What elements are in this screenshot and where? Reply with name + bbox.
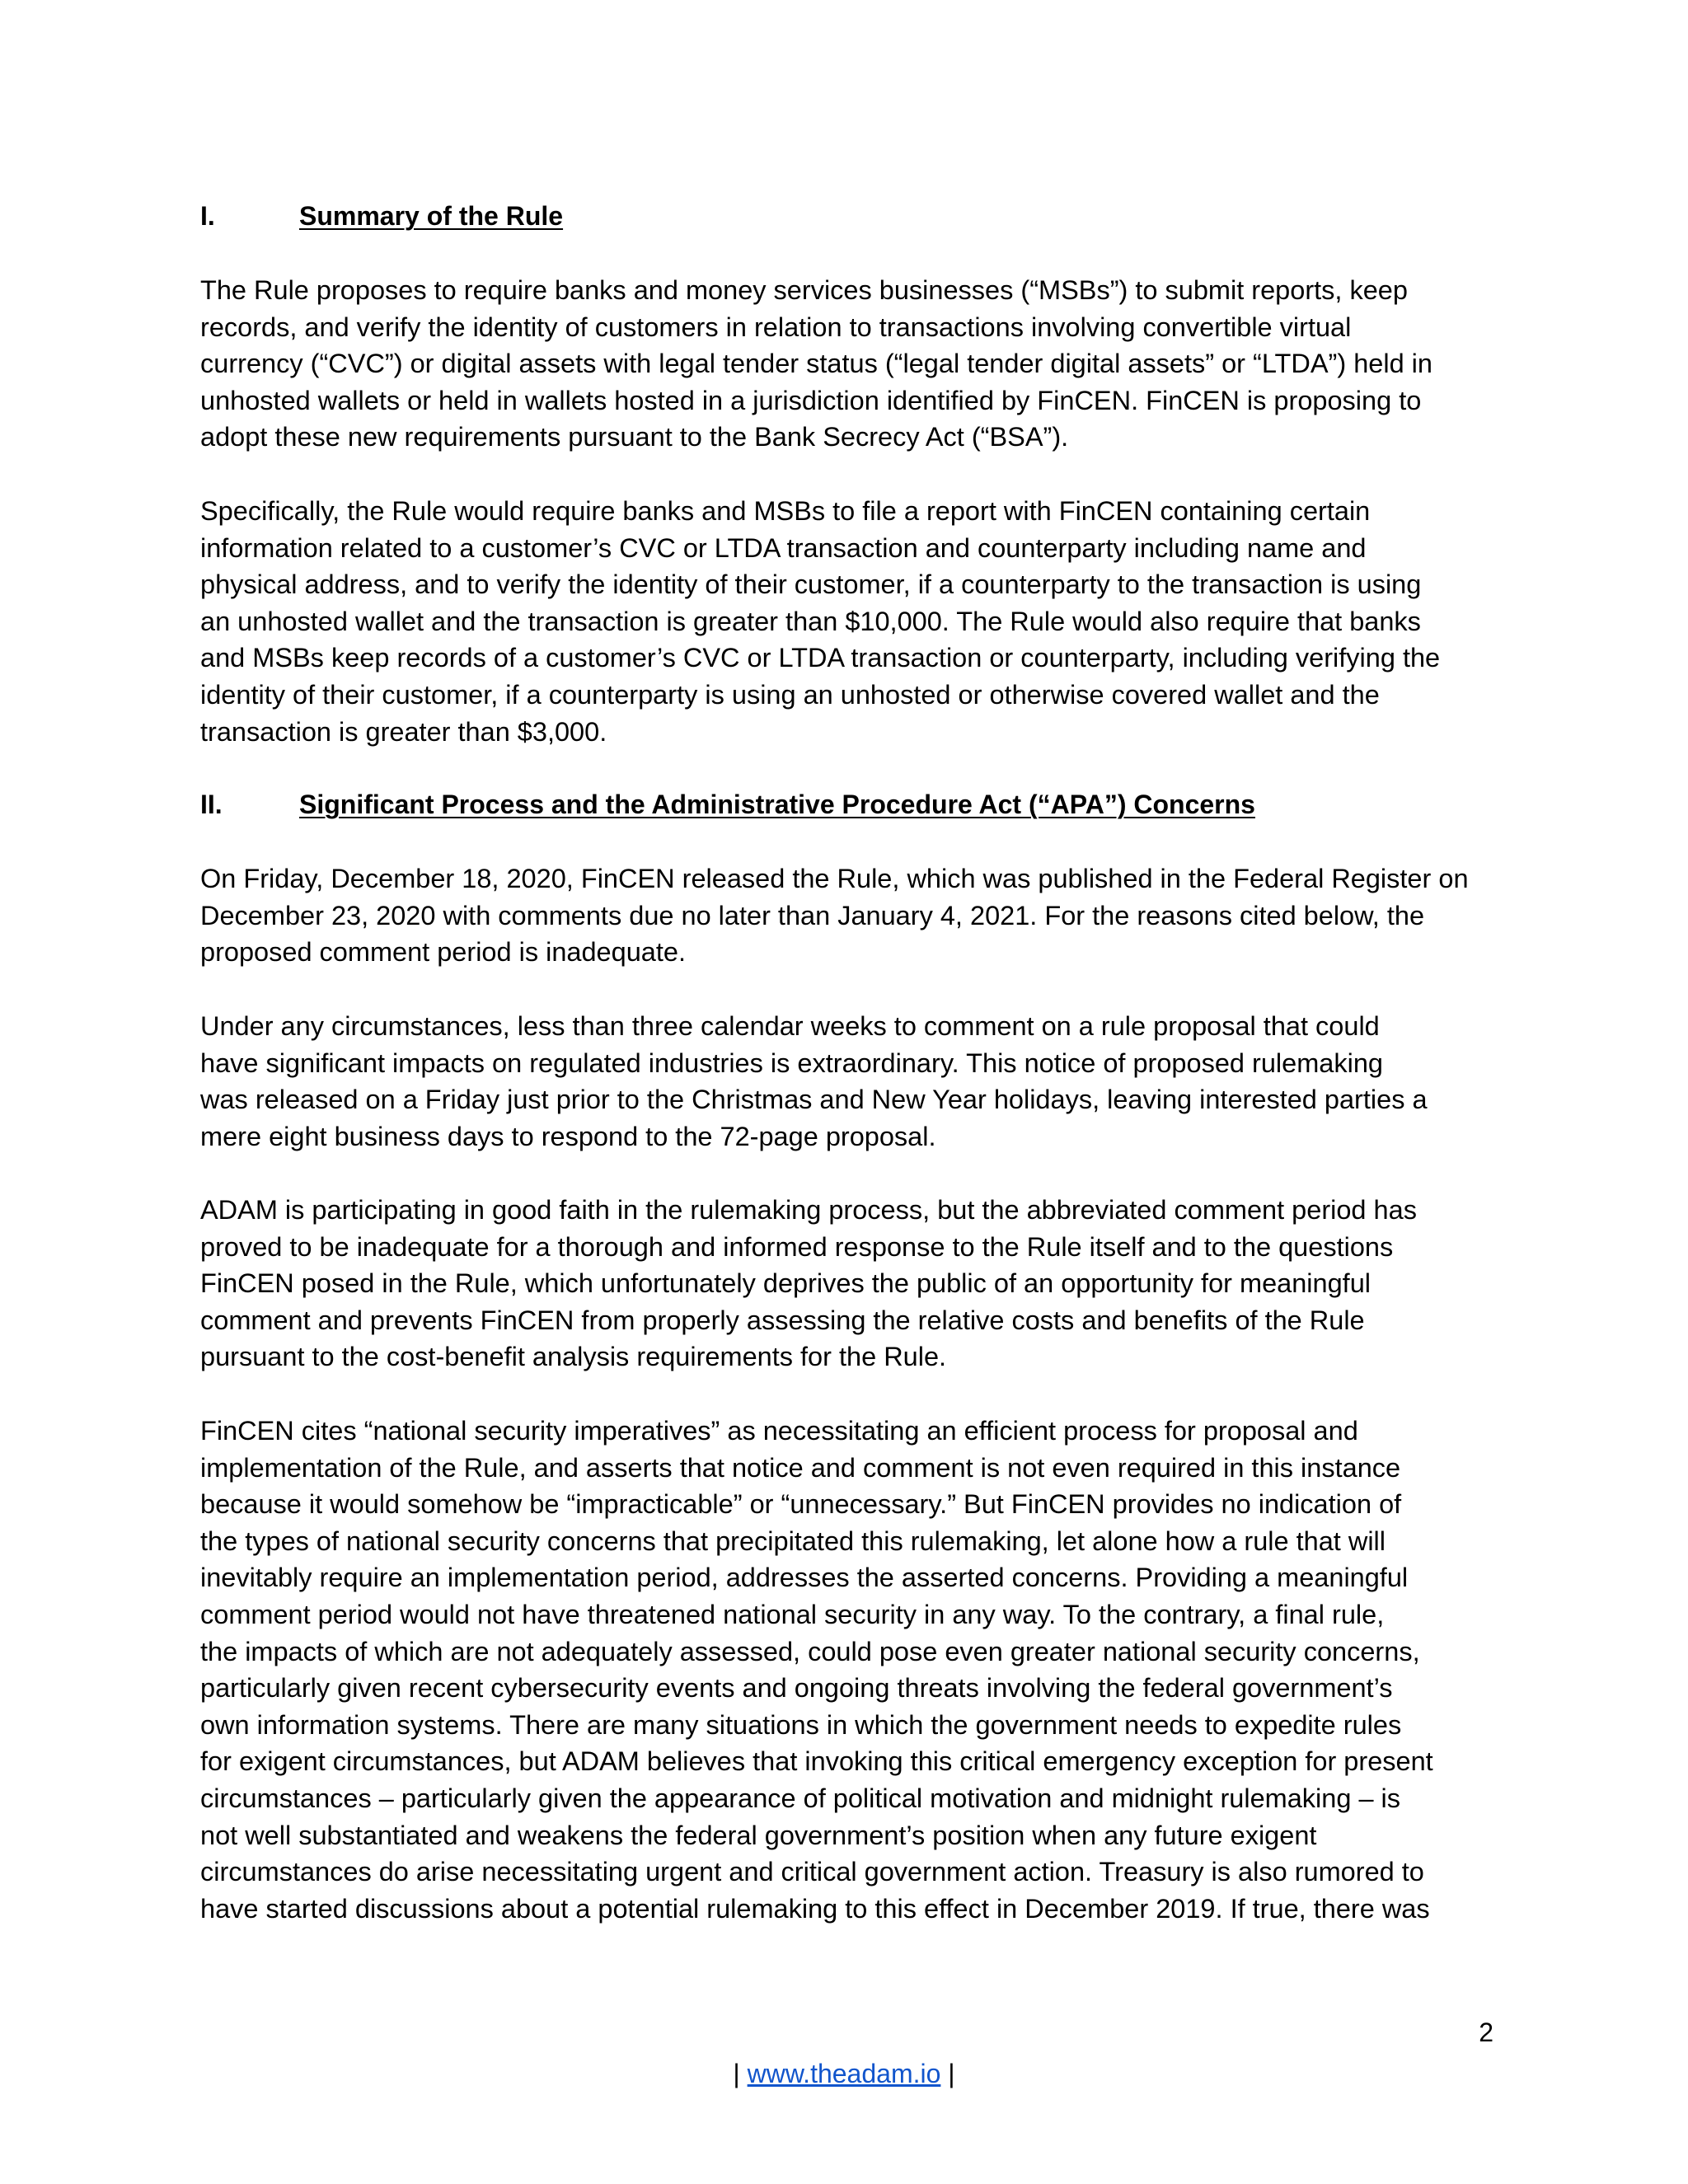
footer-separator-right: | <box>948 2059 955 2088</box>
text-line: circumstances – particularly given the appearance of political motivation and midnight rulemaking – is <box>200 1783 1401 1813</box>
footer-separator-left: | <box>733 2059 740 2088</box>
text-line: information related to a customer’s CVC or LTDA transaction and counterparty including name and <box>200 532 1367 563</box>
section-number: I. <box>200 201 215 231</box>
paragraph <box>200 493 1503 750</box>
text-line: Specifically, the Rule would require banks and MSBs to file a report with FinCEN containing certain <box>200 496 1371 526</box>
text-line: ADAM is participating in good faith in the rulemaking process, but the abbreviated comment period has <box>200 1195 1417 1225</box>
paragraph <box>200 1192 1503 1376</box>
text-line: FinCEN posed in the Rule, which unfortunately deprives the public of an opportunity for meaningful <box>200 1268 1371 1299</box>
footer <box>0 2055 1688 2092</box>
text-line: inevitably require an implementation period, addresses the asserted concerns. Providing a meaningful <box>200 1563 1409 1593</box>
text-line: and MSBs keep records of a customer’s CVC or LTDA transaction or counterparty, including verifying the <box>200 643 1441 673</box>
text-line: have significant impacts on regulated industries is extraordinary. This notice of proposed rulemaking <box>200 1047 1383 1078</box>
section-number: II. <box>200 790 223 819</box>
text-line: transaction is greater than $3,000. <box>200 716 607 747</box>
text-line: not well substantiated and weakens the federal government’s position when any future exigent <box>200 1820 1317 1850</box>
section-title: Summary of the Rule <box>299 201 564 231</box>
text-line: identity of their customer, if a counterparty is using an unhosted or otherwise covered wallet and the <box>200 679 1380 710</box>
text-line: On Friday, December 18, 2020, FinCEN released the Rule, which was published in the Federal Register on <box>200 864 1469 893</box>
paragraph <box>200 1413 1503 1927</box>
paragraph <box>200 272 1503 456</box>
text-line: circumstances do arise necessitating urgent and critical government action. Treasury is also rumored to <box>200 1857 1424 1887</box>
text-line: physical address, and to verify the identity of their customer, if a counterparty to the transaction is using <box>200 569 1422 600</box>
text-line: The Rule proposes to require banks and money services businesses (“MSBs”) to submit reports, keep <box>200 275 1408 305</box>
text-line: for exigent circumstances, but ADAM believes that invoking this critical emergency exception for present <box>200 1746 1433 1777</box>
text-line: have started discussions about a potential rulemaking to this effect in December 2019. If true, there was <box>200 1893 1430 1924</box>
text-line: an unhosted wallet and the transaction is greater than $10,000. The Rule would also require that banks <box>200 606 1421 636</box>
text-line: December 23, 2020 with comments due no later than January 4, 2021. For the reasons cited below, the <box>200 900 1425 930</box>
text-line: the impacts of which are not adequately assessed, could pose even greater national security concerns, <box>200 1636 1420 1666</box>
section-heading-apa-concerns <box>200 786 1255 823</box>
text-line: records, and verify the identity of customers in relation to transactions involving convertible virtual <box>200 312 1352 342</box>
text-line: proved to be inadequate for a thorough and informed response to the Rule itself and to the questions <box>200 1231 1394 1262</box>
paragraph <box>200 1008 1503 1155</box>
text-line: currency (“CVC”) or digital assets with legal tender status (“legal tender digital assets” or “LTDA”) held in <box>200 349 1432 379</box>
paragraph <box>200 860 1503 971</box>
text-line: proposed comment period is inadequate. <box>200 937 686 968</box>
text-line: own information systems. There are many situations in which the government needs to expedite rules <box>200 1709 1402 1740</box>
text-line: was released on a Friday just prior to the Christmas and New Year holidays, leaving interested parties a <box>200 1085 1428 1115</box>
text-line: comment and prevents FinCEN from properly assessing the relative costs and benefits of the Rule <box>200 1305 1365 1335</box>
section-title: Significant Process and the Administrative Procedure Act (“APA”) Concerns <box>299 790 1255 819</box>
text-line: the types of national security concerns that precipitated this rulemaking, let alone how a rule that will <box>200 1526 1386 1556</box>
text-line: FinCEN cites “national security imperatives” as necessitating an efficient process for proposal and <box>200 1416 1358 1446</box>
text-line: comment period would not have threatened national security in any way. To the contrary, a final rule, <box>200 1599 1385 1629</box>
website-link[interactable]: www.theadam.io <box>747 2059 941 2088</box>
text-line: particularly given recent cybersecurity events and ongoing threats involving the federal government’s <box>200 1673 1393 1704</box>
text-line: implementation of the Rule, and asserts that notice and comment is not even required in this instance <box>200 1452 1401 1483</box>
text-line: mere eight business days to respond to the 72-page proposal. <box>200 1121 936 1151</box>
text-line: unhosted wallets or held in wallets hosted in a jurisdiction identified by FinCEN. FinCEN is proposing to <box>200 385 1422 415</box>
text-line: because it would somehow be “impracticable” or “unnecessary.” But FinCEN provides no indication of <box>200 1489 1402 1520</box>
text-line: pursuant to the cost-benefit analysis requirements for the Rule. <box>200 1342 947 1372</box>
section-heading-summary <box>200 198 563 234</box>
page-number: 2 <box>1479 2018 1493 2047</box>
text-line: adopt these new requirements pursuant to the Bank Secrecy Act (“BSA”). <box>200 422 1069 452</box>
text-line: Under any circumstances, less than three calendar weeks to comment on a rule proposal that could <box>200 1011 1380 1041</box>
